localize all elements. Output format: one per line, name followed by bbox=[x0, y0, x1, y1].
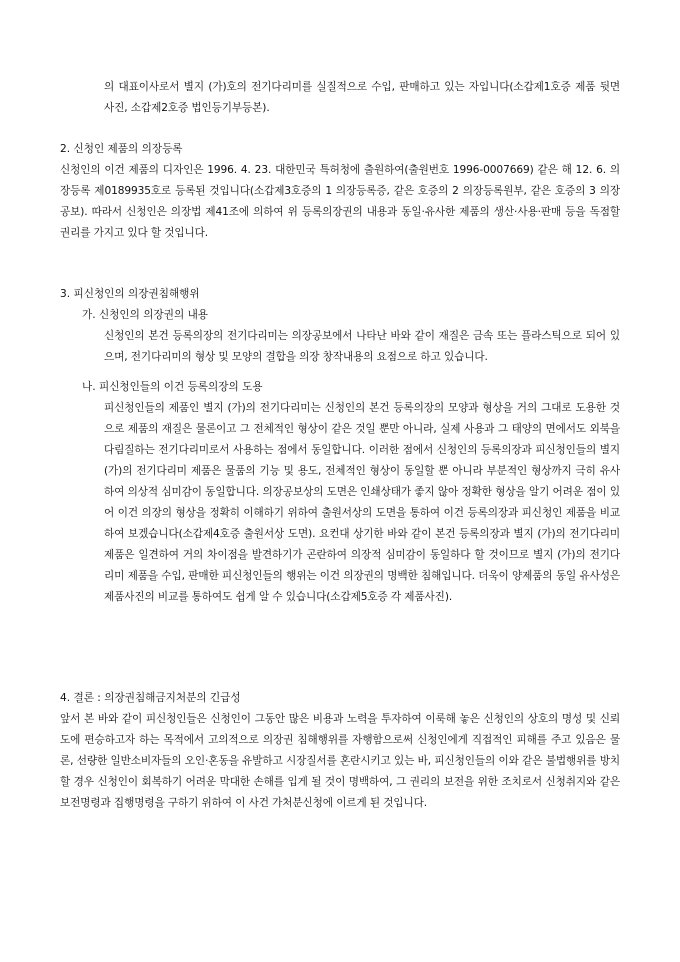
intro-paragraph: 의 대표이사로서 별지 (가)호의 전기다리미를 실질적으로 수입, 판매하고 있는 자입니다(소갑제1호증 제품 뒷면 사진, 소갑제2호증 법인등기부등본). bbox=[104, 81, 620, 114]
section-4-heading: 4. 결론 : 의장권침해금지처분의 긴급성 bbox=[60, 692, 241, 704]
section-3a-body: 신청인의 본건 등록의장의 전기다리미는 의장공보에서 나타난 바와 같이 재질은 금속 또는 플라스틱으로 되어 있으며, 전기다리미의 형상 및 모양의 결합을 의장 창작내용의 요점으로 하고 있습니다. bbox=[104, 330, 620, 363]
section-4-body: 앞서 본 바와 같이 피신청인들은 신청인이 그동안 많은 비용과 노력을 투자하여 이룩해 놓은 신청인의 상호의 명성 및 신뢰도에 편승하고자 하는 목적에서 고의적으로 의장권 침해행위를 자행함으로써 신청인에게 직접적인 피해를 주고 있음은 물론, 선량한 일반소비자들의 오인·혼동을 유발하고 시장질서를 혼란시키고 있는 바, 피신청인들의 이와 같은 불법행위를 방치할 경우 신청인이 회복하기 어려운 막대한 손해를 입게 될 것이 명백하여, 그 권리의 보전을 위한 조치로서 신청취지와 같은 보전명령과 집행명령을 구하기 위하여 이 사건 가처분신청에 이르게 된 것입니다. bbox=[60, 713, 620, 809]
section-2-heading: 2. 신청인 제품의 의장등록 bbox=[60, 143, 183, 155]
section-3a-heading: 가. 신청인의 의장권의 내용 bbox=[82, 309, 209, 321]
section-3-heading: 3. 피신청인의 의장권침해행위 bbox=[60, 288, 200, 300]
section-3b-body: 피신청인들의 제품인 별지 (가)의 전기다리미는 신청인의 본건 등록의장의 모양과 형상을 거의 그대로 도용한 것으로 제품의 재질은 물론이고 그 전체적인 형상이 같은 것일 뿐만 아니라, 실제 사용과 그 태양의 면에서도 외북을 다림질하는 전기다리미로서 사용하는 점에서 동일합니다. 이러한 점에서 신청인의 등록의장과 피신청인들의 별지 (가)의 전기다리미 제품은 물품의 기능 및 용도, 전체적인 형상이 동일할 뿐 아니라 부분적인 형상까지 극히 유사하여 의상적 심미감이 동일합니다. 의장공보상의 도면은 인쇄상태가 좋지 않아 정확한 형상을 알기 어려운 점이 있어 이건 의장의 형상을 정확히 이해하기 위하여 출원서상의 도면을 통하여 이건 등록의장과 피신청인 제품을 비교하여 보겠습니다(소갑제4호증 출원서상 도면). 요컨대 상기한 바와 같이 본건 등록의장과 별지 (가)의 전기다리미 제품은 일견하여 거의 차이점을 발견하기가 곤란하여 의장적 심미감이 동일하다 할 것이므로 별지 (가)의 전기다리미 제품을 수입, 판매한 피신청인들의 행위는 이건 의장권의 명백한 침해입니다. 더욱이 양제품의 동일 유사성은 제품사진의 비교를 통하여도 쉽게 알 수 있습니다(소갑제5호증 각 제품사진). bbox=[104, 402, 620, 603]
section-2-body: 신청인의 이건 제품의 디자인은 1996. 4. 23. 대한민국 특허청에 출원하여(출원번호 1996-0007669) 같은 해 12. 6. 의장등록 제0189935호로 등록된 것입니다(소갑제3호증의 1 의장등록증, 같은 호증의 2 의장등록원부, 같은 호증의 3 의장공보). 따라서 신청인은 의장법 제41조에 의하여 위 등록의장권의 내용과 동일·유사한 제품의 생산·사용·판매 등을 독점할 권리를 가지고 있다 할 것입니다. bbox=[60, 164, 620, 239]
section-3b-heading: 나. 피신청인들의 이건 등록의장의 도용 bbox=[82, 381, 263, 393]
